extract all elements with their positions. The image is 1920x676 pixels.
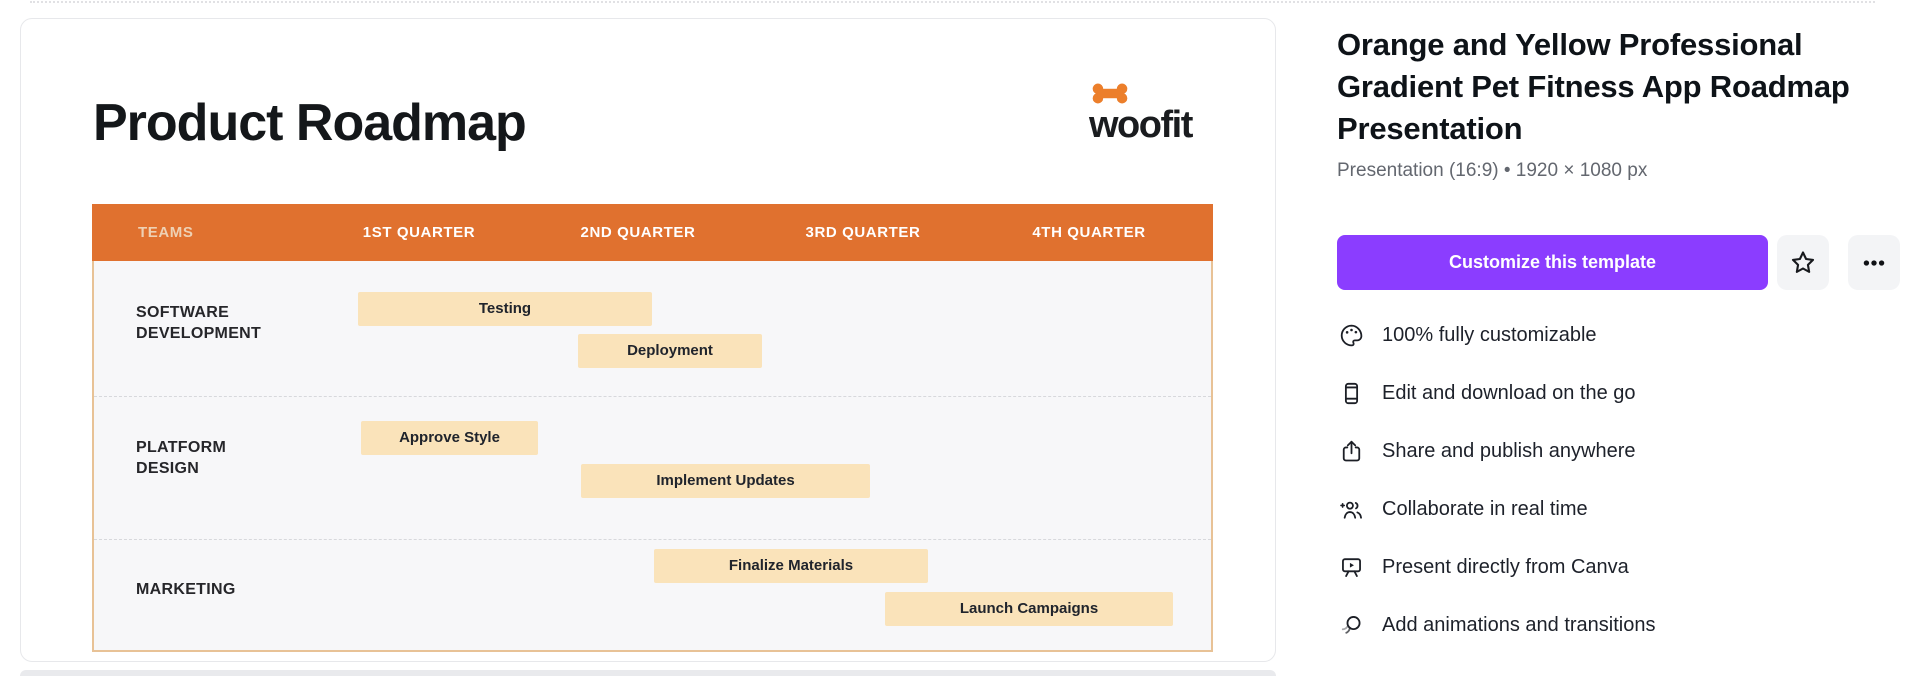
column-header: 2ND QUARTER <box>580 224 696 241</box>
column-header: 1ST QUARTER <box>362 224 476 241</box>
top-dashed-divider <box>30 1 1875 3</box>
feature-item <box>1337 611 1656 639</box>
present-icon <box>1337 553 1365 581</box>
feature-item <box>1337 437 1656 465</box>
gantt-bar: Testing <box>358 292 652 326</box>
gantt-bar: Launch Campaigns <box>885 592 1173 626</box>
gantt-bar: Approve Style <box>361 421 538 455</box>
team-label: MARKETING <box>136 581 236 598</box>
brand-name: woofit <box>1089 104 1192 146</box>
star-icon <box>1788 248 1818 278</box>
features-list <box>1337 321 1656 669</box>
slide-preview-card[interactable] <box>20 18 1276 662</box>
column-header: 4TH QUARTER <box>1032 224 1146 241</box>
template-meta: Presentation (16:9) • 1920 × 1080 px <box>1337 160 1648 181</box>
column-header: TEAMS <box>138 224 194 241</box>
slide-title: Product Roadmap <box>93 94 526 152</box>
more-options-button[interactable] <box>1848 235 1900 290</box>
woofit-logo <box>1089 83 1249 146</box>
bone-icon <box>1092 83 1128 104</box>
feature-item <box>1337 379 1656 407</box>
ellipsis-icon <box>1860 249 1888 277</box>
collaborate-icon <box>1337 495 1365 523</box>
gantt-bar: Finalize Materials <box>654 549 928 583</box>
feature-item <box>1337 553 1656 581</box>
feature-label: Share and publish anywhere <box>1382 439 1636 462</box>
feature-label: Add animations and transitions <box>1382 613 1656 636</box>
feature-item <box>1337 495 1656 523</box>
next-slide-peek <box>20 670 1276 676</box>
gantt-bar: Implement Updates <box>581 464 870 498</box>
row-separator <box>94 396 1211 397</box>
column-header: 3RD QUARTER <box>805 224 921 241</box>
palette-icon <box>1337 321 1365 349</box>
customize-template-button[interactable]: Customize this template <box>1337 235 1768 290</box>
gantt-bar: Deployment <box>578 334 762 368</box>
feature-item <box>1337 321 1656 349</box>
roadmap-body <box>92 261 1213 652</box>
favorite-button[interactable] <box>1777 235 1829 290</box>
row-separator <box>94 539 1211 540</box>
roadmap-header-row <box>92 204 1213 261</box>
feature-label: 100% fully customizable <box>1382 323 1597 346</box>
actions-row <box>1337 235 1900 290</box>
team-label: PLATFORM DESIGN <box>136 439 227 477</box>
feature-label: Edit and download on the go <box>1382 381 1636 404</box>
animations-icon <box>1337 611 1365 639</box>
roadmap-table <box>92 204 1213 652</box>
phone-icon <box>1337 379 1365 407</box>
feature-label: Present directly from Canva <box>1382 555 1629 578</box>
team-label: SOFTWARE DEVELOPMENT <box>136 304 262 342</box>
share-icon <box>1337 437 1365 465</box>
template-title: Orange and Yellow Professional Gradient Pet Fitness App Roadmap Presentation <box>1337 27 1850 146</box>
feature-label: Collaborate in real time <box>1382 497 1588 520</box>
